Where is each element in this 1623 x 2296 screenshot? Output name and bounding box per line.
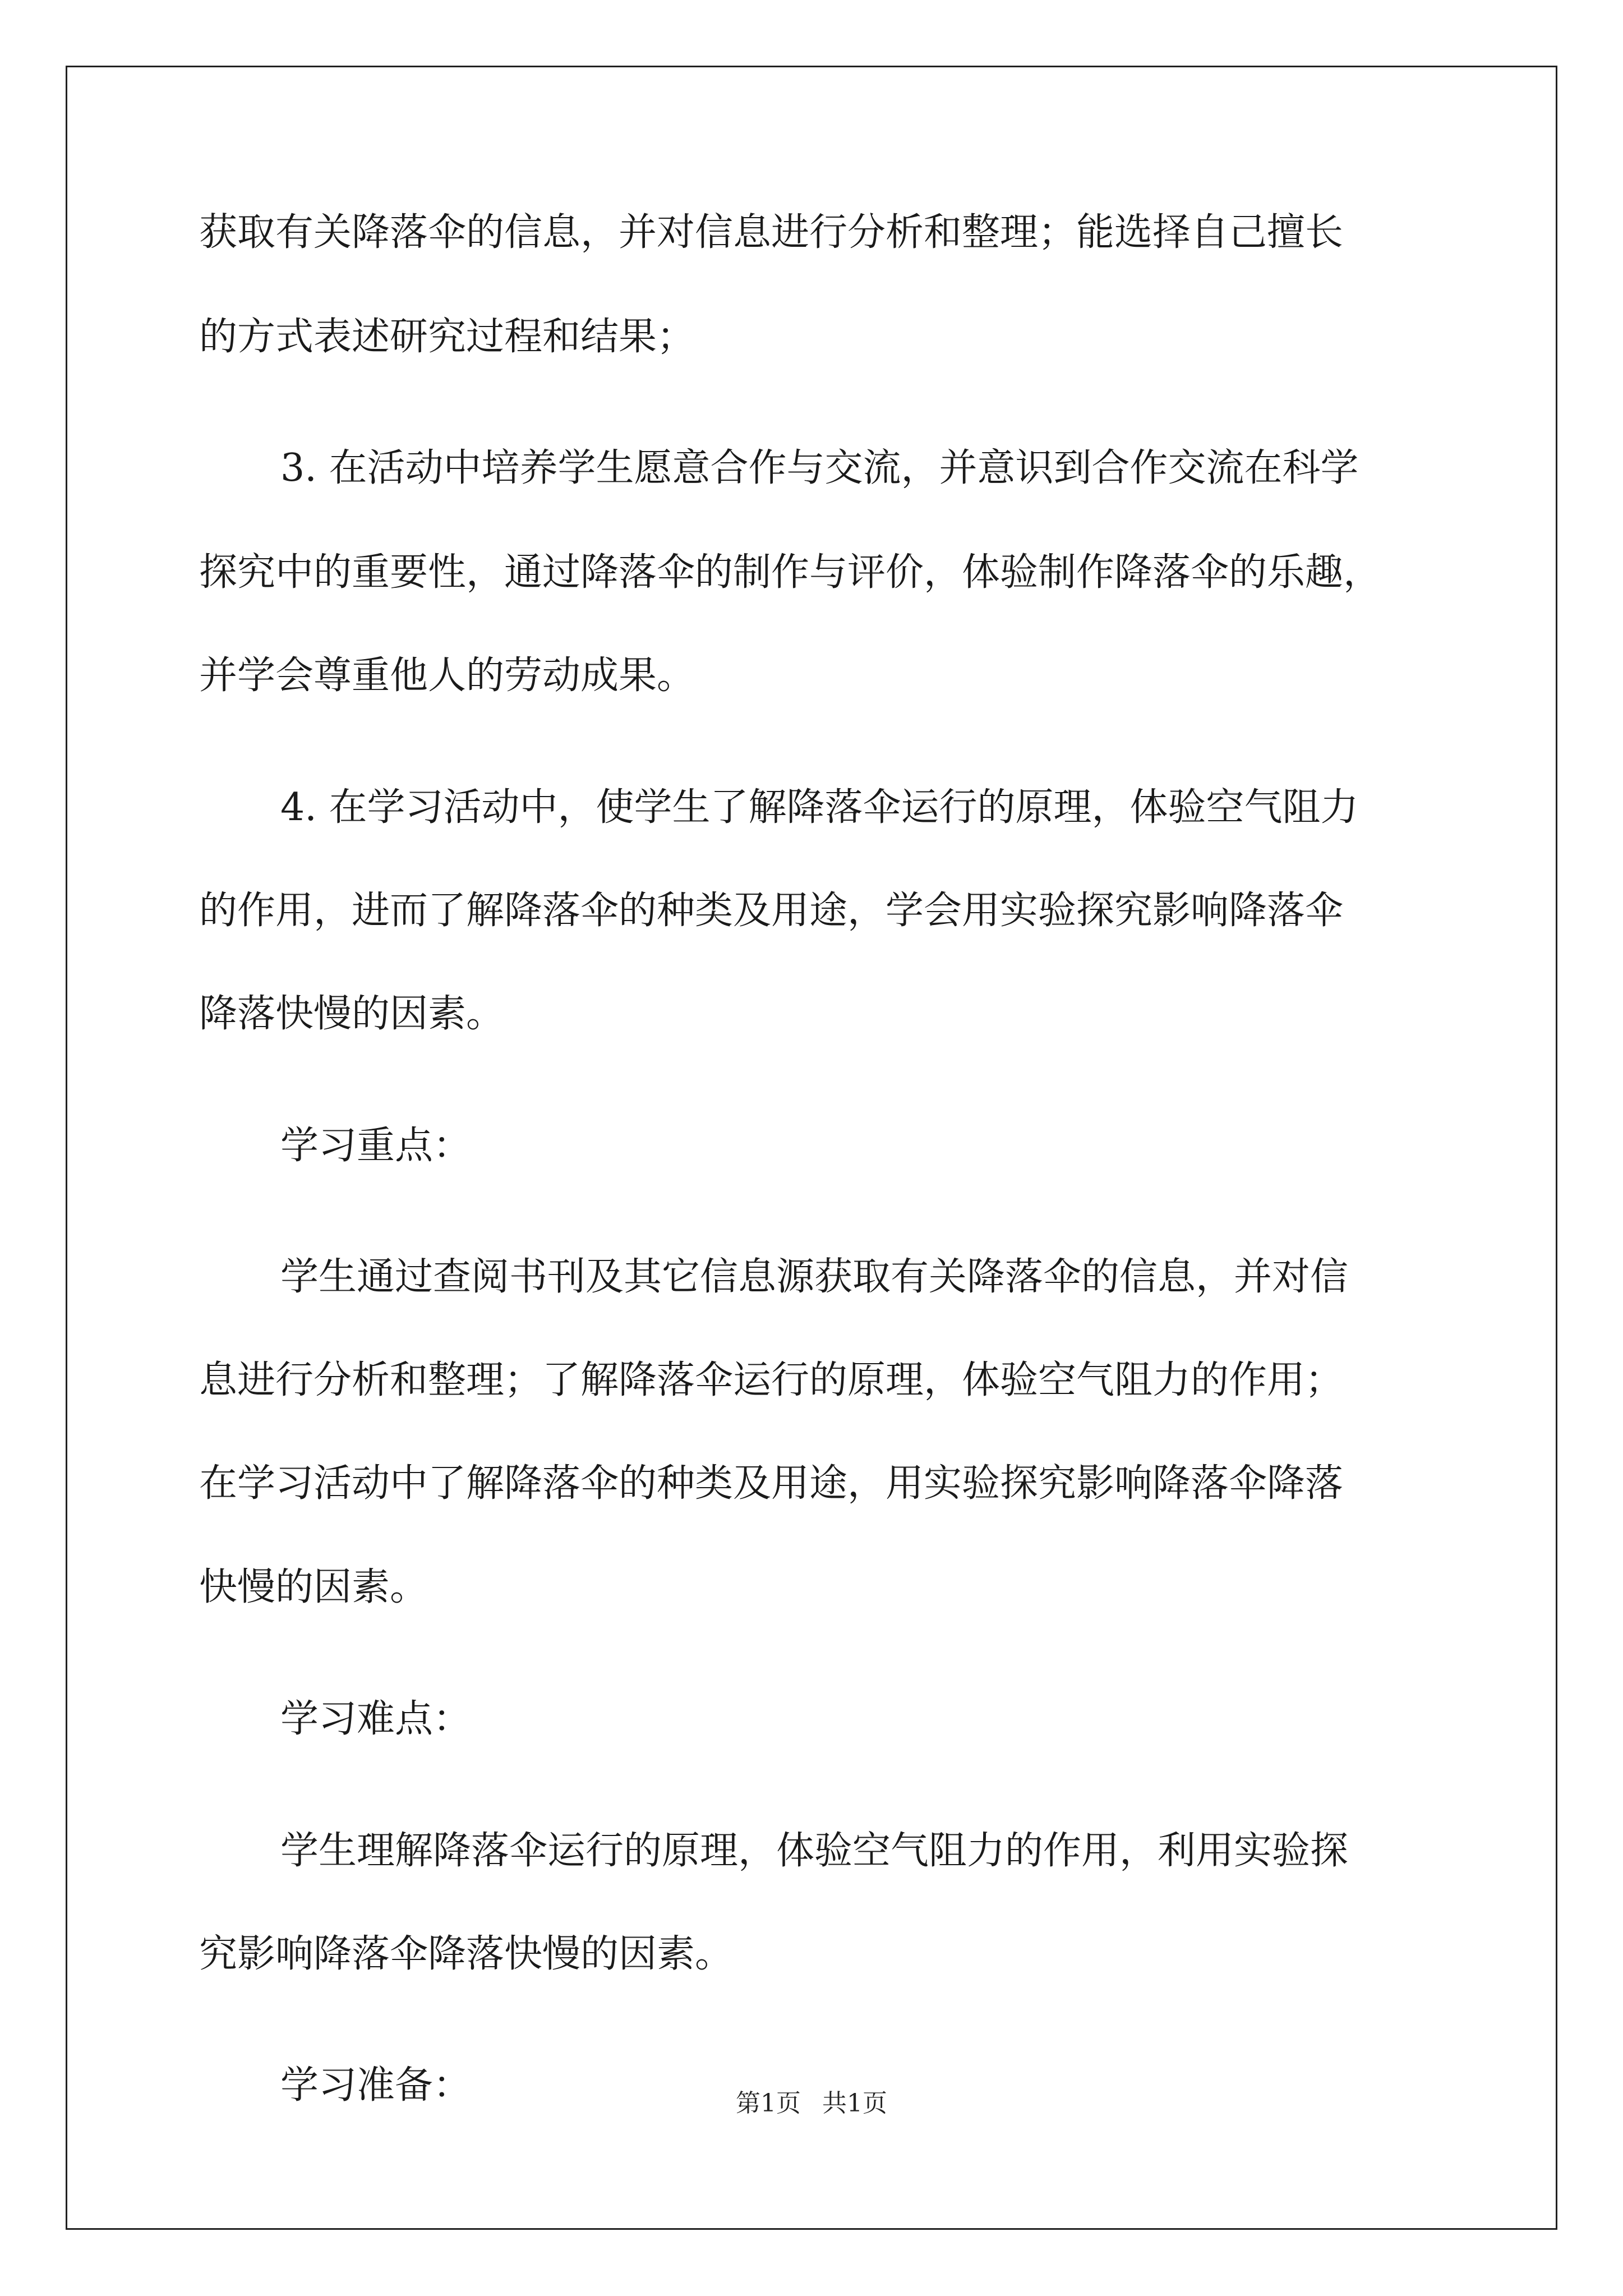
text-line: 学生通过查阅书刊及其它信息源获取有关降落伞的信息，并对信 bbox=[280, 1255, 1349, 1299]
page-number: 第1页 bbox=[736, 2089, 801, 2118]
text-line: 4. 在学习活动中，使学生了解降落伞运行的原理，体验空气阻力 bbox=[280, 785, 1359, 830]
text-line: 的作用，进而了解降落伞的种类及用途，学会用实验探究影响降落伞 bbox=[199, 889, 1344, 933]
text-line: 快慢的因素。 bbox=[199, 1565, 428, 1609]
section-heading: 学习难点： bbox=[280, 1697, 472, 1741]
page-footer bbox=[0, 2087, 1623, 2120]
text-line: 降落快慢的因素。 bbox=[199, 992, 505, 1036]
text-line: 学生理解降落伞运行的原理，体验空气阻力的作用，利用实验探 bbox=[280, 1829, 1349, 1873]
text-line: 在学习活动中了解降落伞的种类及用途，用实验探究影响降落伞降落 bbox=[199, 1461, 1344, 1506]
text-line: 的方式表述研究过程和结果； bbox=[199, 315, 695, 359]
page-total: 共1页 bbox=[822, 2089, 887, 2118]
text-line: 获取有关降落伞的信息，并对信息进行分析和整理；能选择自己擅长 bbox=[199, 210, 1344, 255]
text-line: 3. 在活动中培养学生愿意合作与交流，并意识到合作交流在科学 bbox=[280, 446, 1359, 490]
text-line: 探究中的重要性，通过降落伞的制作与评价，体验制作降落伞的乐趣， bbox=[199, 550, 1382, 595]
text-line: 并学会尊重他人的劳动成果。 bbox=[199, 654, 695, 698]
section-heading: 学习准备： bbox=[280, 2063, 472, 2108]
text-line: 息进行分析和整理；了解降落伞运行的原理，体验空气阻力的作用； bbox=[199, 1358, 1344, 1402]
section-heading: 学习重点： bbox=[280, 1124, 472, 1168]
text-line: 究影响降落伞降落快慢的因素。 bbox=[199, 1932, 734, 1976]
